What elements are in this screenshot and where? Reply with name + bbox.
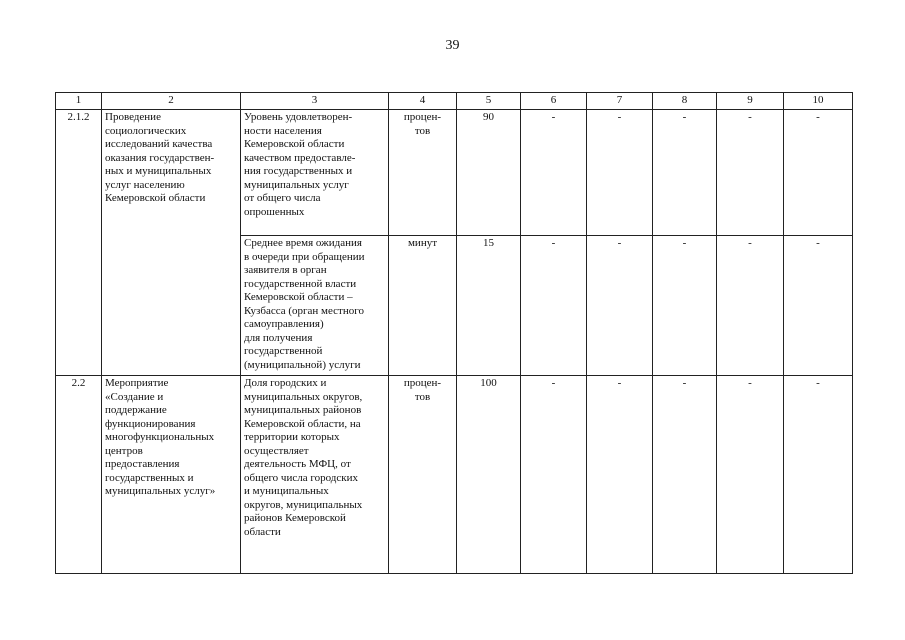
col7-cell: - xyxy=(587,110,653,236)
header-col-10: 10 xyxy=(784,93,853,110)
col10-cell: - xyxy=(784,376,853,574)
header-col-2: 2 xyxy=(102,93,241,110)
col7-cell: - xyxy=(587,376,653,574)
header-col-4: 4 xyxy=(389,93,457,110)
unit-cell: процен- тов xyxy=(389,376,457,574)
header-col-7: 7 xyxy=(587,93,653,110)
unit-cell: процен- тов xyxy=(389,110,457,236)
indicator-name: Среднее время ожидания в очереди при обращении заявителя в орган государственной власти Кемеровской области – Кузбасса (орган местного самоуправления) для получения государственной (муниципальной) услуги xyxy=(241,236,389,376)
row-number: 2.1.2 xyxy=(56,110,102,376)
value-cell: 100 xyxy=(457,376,521,574)
header-col-8: 8 xyxy=(653,93,717,110)
table-row xyxy=(56,110,853,236)
value-cell: 90 xyxy=(457,110,521,236)
value-cell: 15 xyxy=(457,236,521,376)
indicator-name: Уровень удовлетворен- ности населения Кемеровской области качеством предоставле- ния государственных и муниципальных услуг от общего числа опрошенных xyxy=(241,110,389,236)
event-name: Мероприятие «Создание и поддержание функционирования многофункциональных центров предоставления государственных и муниципальных услуг» xyxy=(102,376,241,574)
col8-cell: - xyxy=(653,236,717,376)
col10-cell: - xyxy=(784,236,853,376)
header-col-1: 1 xyxy=(56,93,102,110)
page-number: 39 xyxy=(445,38,460,53)
col8-cell: - xyxy=(653,376,717,574)
event-name: Проведение социологических исследований качества оказания государствен- ных и муниципальных услуг населению Кемеровской области xyxy=(102,110,241,376)
col6-cell: - xyxy=(521,110,587,236)
col9-cell: - xyxy=(717,376,784,574)
header-col-5: 5 xyxy=(457,93,521,110)
header-col-6: 6 xyxy=(521,93,587,110)
col6-cell: - xyxy=(521,376,587,574)
indicator-name: Доля городских и муниципальных округов, муниципальных районов Кемеровской области, на территории которых осуществляет деятельность МФЦ, от общего числа городских и муниципальных округов, муниципальных районов Кемеровской области xyxy=(241,376,389,574)
col8-cell: - xyxy=(653,110,717,236)
col7-cell: - xyxy=(587,236,653,376)
col6-cell: - xyxy=(521,236,587,376)
header-col-9: 9 xyxy=(717,93,784,110)
indicators-table xyxy=(55,92,853,574)
col9-cell: - xyxy=(717,110,784,236)
col10-cell: - xyxy=(784,110,853,236)
unit-cell: минут xyxy=(389,236,457,376)
col9-cell: - xyxy=(717,236,784,376)
table-header-row xyxy=(56,93,853,110)
table-row xyxy=(56,376,853,574)
row-number: 2.2 xyxy=(56,376,102,574)
header-col-3: 3 xyxy=(241,93,389,110)
